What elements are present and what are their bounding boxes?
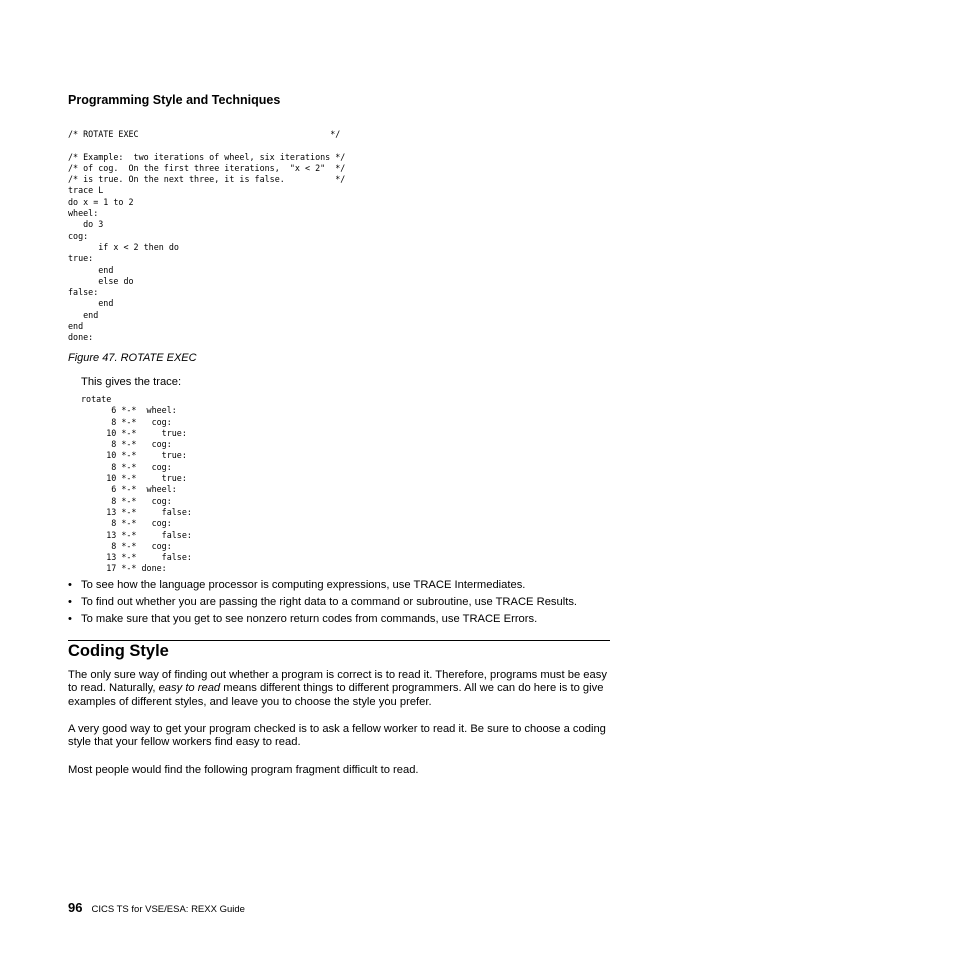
code-line: trace L xyxy=(68,185,104,196)
code-line: rotate xyxy=(81,394,112,404)
code-line: end xyxy=(68,298,114,309)
code-line: 8 *-* cog: xyxy=(81,495,172,506)
code-line: 6 *-* wheel: xyxy=(81,484,177,495)
code-line: 8 *-* cog: xyxy=(81,416,172,427)
figure-caption: Figure 47. ROTATE EXEC xyxy=(68,352,197,364)
code-line: /* ROTATE EXEC */ xyxy=(68,129,341,139)
body-paragraph xyxy=(68,669,616,709)
code-line: do x = 1 to 2 xyxy=(68,196,134,207)
trace-output-listing xyxy=(81,394,192,575)
body-paragraph: Most people would find the following program fragment difficult to read. xyxy=(68,764,419,776)
trace-intro-text: This gives the trace: xyxy=(81,376,182,388)
bullet-icon: • xyxy=(68,579,72,591)
code-line: done: xyxy=(68,332,94,343)
code-line: /* of cog. On the first three iterations, "x < 2" */ xyxy=(68,162,346,173)
code-line: else do xyxy=(68,275,134,286)
trace-tips-list xyxy=(68,578,628,629)
paragraph-text: means different things to different programmers. All we can do here is to give examples of different styles, and leave you to choose the style you prefer. xyxy=(68,682,604,708)
list-item xyxy=(68,612,628,626)
code-line: false: xyxy=(68,287,99,298)
body-paragraph: A very good way to get your program checked is to ask a fellow worker to read it. Be sure to choose a coding style that your fellow workers find easy to read. xyxy=(68,723,606,749)
code-line: 10 *-* true: xyxy=(81,450,187,461)
code-line: 8 *-* cog: xyxy=(81,439,172,450)
code-line: if x < 2 then do xyxy=(68,241,179,252)
list-item-text: To find out whether you are passing the right data to a command or subroutine, use TRACE Results. xyxy=(81,596,578,608)
paragraph-text: The only sure way of finding out whether a program is correct is to read it. Therefore, programs must be easy to read. Naturally, xyxy=(68,669,607,695)
section-divider xyxy=(68,640,610,641)
code-line: end xyxy=(68,321,84,332)
rotate-exec-code-listing xyxy=(68,129,345,344)
code-line: 13 *-* false: xyxy=(81,506,192,517)
code-line: 8 *-* cog: xyxy=(81,540,172,551)
emphasis-text: easy to read xyxy=(158,682,221,695)
code-line: 13 *-* false: xyxy=(81,529,192,540)
bullet-icon: • xyxy=(68,613,72,625)
list-item xyxy=(68,578,628,592)
running-title: Programming Style and Techniques xyxy=(68,93,281,107)
code-line: 8 *-* cog: xyxy=(81,518,172,529)
bullet-icon: • xyxy=(68,596,72,608)
list-item-text: To make sure that you get to see nonzero return codes from commands, use TRACE Errors. xyxy=(81,613,538,625)
code-line: 6 *-* wheel: xyxy=(81,405,177,416)
code-line: cog: xyxy=(68,230,89,241)
code-line: end xyxy=(68,264,114,275)
code-line: true: xyxy=(68,253,94,264)
code-line: 17 *-* done: xyxy=(81,563,167,574)
code-line: 13 *-* false: xyxy=(81,552,192,563)
code-line: /* is true. On the next three, it is false. */ xyxy=(68,174,346,185)
code-line: do 3 xyxy=(68,219,104,230)
page-number: 96 xyxy=(68,900,83,915)
code-line: 8 *-* cog: xyxy=(81,461,172,472)
page-footer xyxy=(68,899,245,917)
list-item-text: To see how the language processor is computing expressions, use TRACE Intermediates. xyxy=(81,579,526,591)
code-line: /* Example: two iterations of wheel, six iterations */ xyxy=(68,151,346,162)
code-line: 10 *-* true: xyxy=(81,427,187,438)
list-item xyxy=(68,595,628,609)
code-line: end xyxy=(68,309,99,320)
section-title: Coding Style xyxy=(68,642,169,660)
book-title: CICS TS for VSE/ESA: REXX Guide xyxy=(91,904,245,915)
code-line: 10 *-* true: xyxy=(81,473,187,484)
code-line: wheel: xyxy=(68,208,99,219)
